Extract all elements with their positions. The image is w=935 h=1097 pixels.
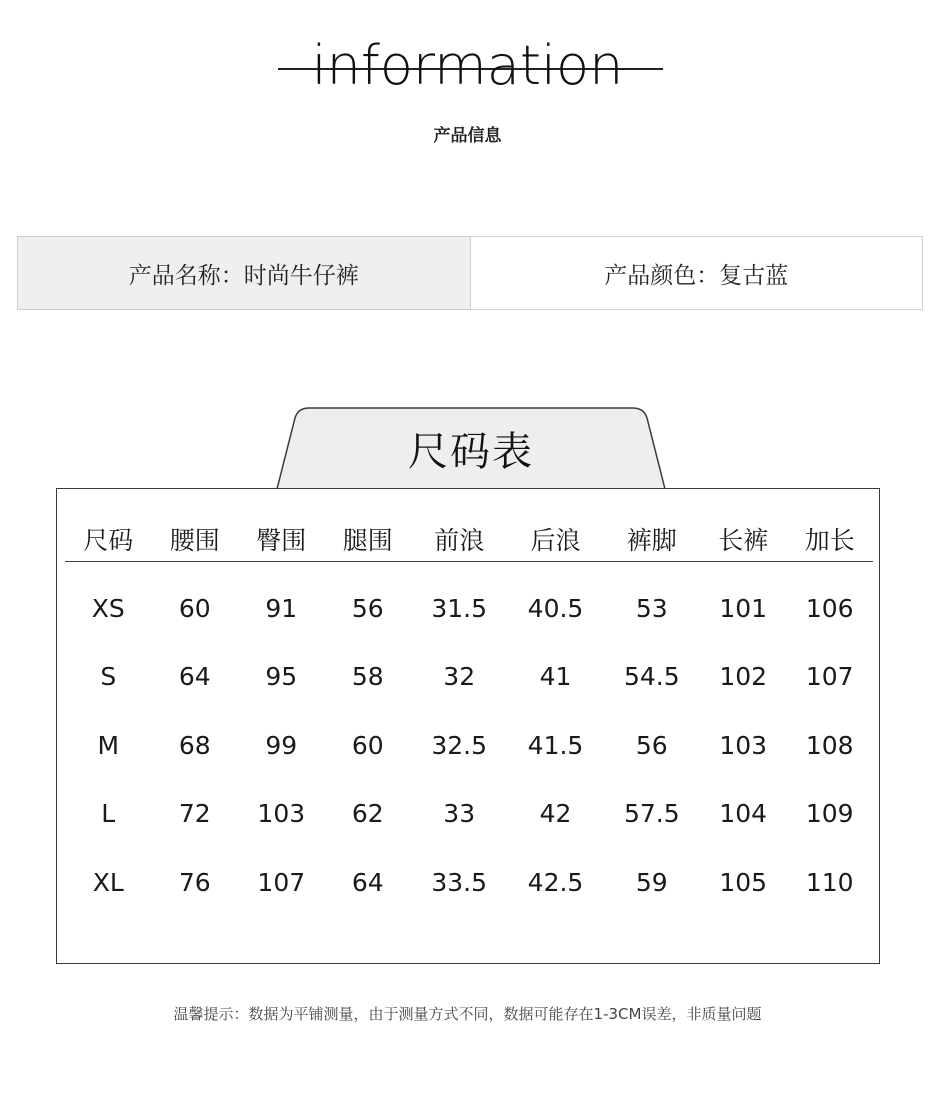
measurement-cell: 110 (805, 867, 854, 897)
measurement-cell: 57.5 (623, 799, 680, 829)
measurement-cell: 33.5 (431, 867, 488, 897)
column-header: 长裤 (700, 517, 787, 562)
size-label: L (101, 799, 116, 829)
measurement-cell: 108 (805, 730, 854, 760)
table-body (65, 562, 873, 917)
column-header: 加长 (786, 517, 873, 562)
measurement-note: 温馨提示：数据为平铺测量，由于测量方式不同，数据可能存在1-3CM误差，非质量问题 (173, 1005, 762, 1023)
measurement-cell: 42 (539, 799, 572, 829)
column-header: 裤脚 (604, 517, 700, 562)
measurement-cell: 101 (719, 593, 768, 623)
column-header: 后浪 (507, 517, 603, 562)
measurement-cell: 76 (178, 867, 211, 897)
measurement-cell: 54.5 (623, 662, 680, 692)
measurement-cell: 107 (805, 662, 854, 692)
size-label: M (97, 730, 120, 760)
page-title: information (311, 34, 624, 97)
measurement-cell: 107 (257, 867, 306, 897)
measurement-cell: 103 (719, 730, 768, 760)
table-header-row (65, 517, 873, 562)
product-name: 产品名称：时尚牛仔裤 (18, 237, 471, 309)
table-row (65, 711, 873, 780)
measurement-cell: 106 (805, 593, 854, 623)
measurement-cell: 104 (719, 799, 768, 829)
size-label: XL (92, 867, 124, 897)
size-label: S (100, 662, 117, 692)
measurement-cell: 60 (178, 593, 211, 623)
size-label: XS (91, 593, 125, 623)
table-row (65, 848, 873, 917)
measurement-cell: 42.5 (527, 867, 584, 897)
measurement-cell: 31.5 (431, 593, 488, 623)
measurement-cell: 56 (351, 593, 384, 623)
table-row (65, 562, 873, 643)
measurement-cell: 68 (178, 730, 211, 760)
table-row (65, 643, 873, 712)
page-subtitle: 产品信息 (433, 126, 502, 146)
measurement-cell: 40.5 (527, 593, 584, 623)
column-header: 臀围 (238, 517, 325, 562)
measurement-cell: 62 (351, 799, 384, 829)
column-header: 尺码 (65, 517, 152, 562)
measurement-cell: 72 (178, 799, 211, 829)
measurement-cell: 60 (351, 730, 384, 760)
column-header: 腿围 (325, 517, 412, 562)
measurement-cell: 59 (635, 867, 668, 897)
product-color: 产品颜色：复古蓝 (604, 262, 789, 289)
measurement-cell: 33 (443, 799, 476, 829)
product-info-bar (17, 236, 923, 310)
measurement-cell: 105 (719, 867, 768, 897)
measurement-cell: 95 (265, 662, 298, 692)
measurement-cell: 64 (351, 867, 384, 897)
measurement-cell: 64 (178, 662, 211, 692)
measurement-cell: 102 (719, 662, 768, 692)
column-header: 腰围 (152, 517, 239, 562)
size-chart (56, 488, 880, 964)
measurement-cell: 32.5 (431, 730, 488, 760)
measurement-cell: 41.5 (527, 730, 584, 760)
size-chart-title: 尺码表 (408, 429, 534, 475)
measurement-cell: 58 (351, 662, 384, 692)
column-header: 前浪 (411, 517, 507, 562)
measurement-cell: 103 (257, 799, 306, 829)
measurement-cell: 91 (265, 593, 298, 623)
measurement-cell: 32 (443, 662, 476, 692)
measurement-cell: 41 (539, 662, 572, 692)
measurement-cell: 56 (635, 730, 668, 760)
measurement-cell: 99 (265, 730, 298, 760)
measurement-cell: 109 (805, 799, 854, 829)
measurement-cell: 53 (635, 593, 668, 623)
table-row (65, 780, 873, 849)
header (0, 30, 935, 110)
size-table (65, 517, 873, 917)
